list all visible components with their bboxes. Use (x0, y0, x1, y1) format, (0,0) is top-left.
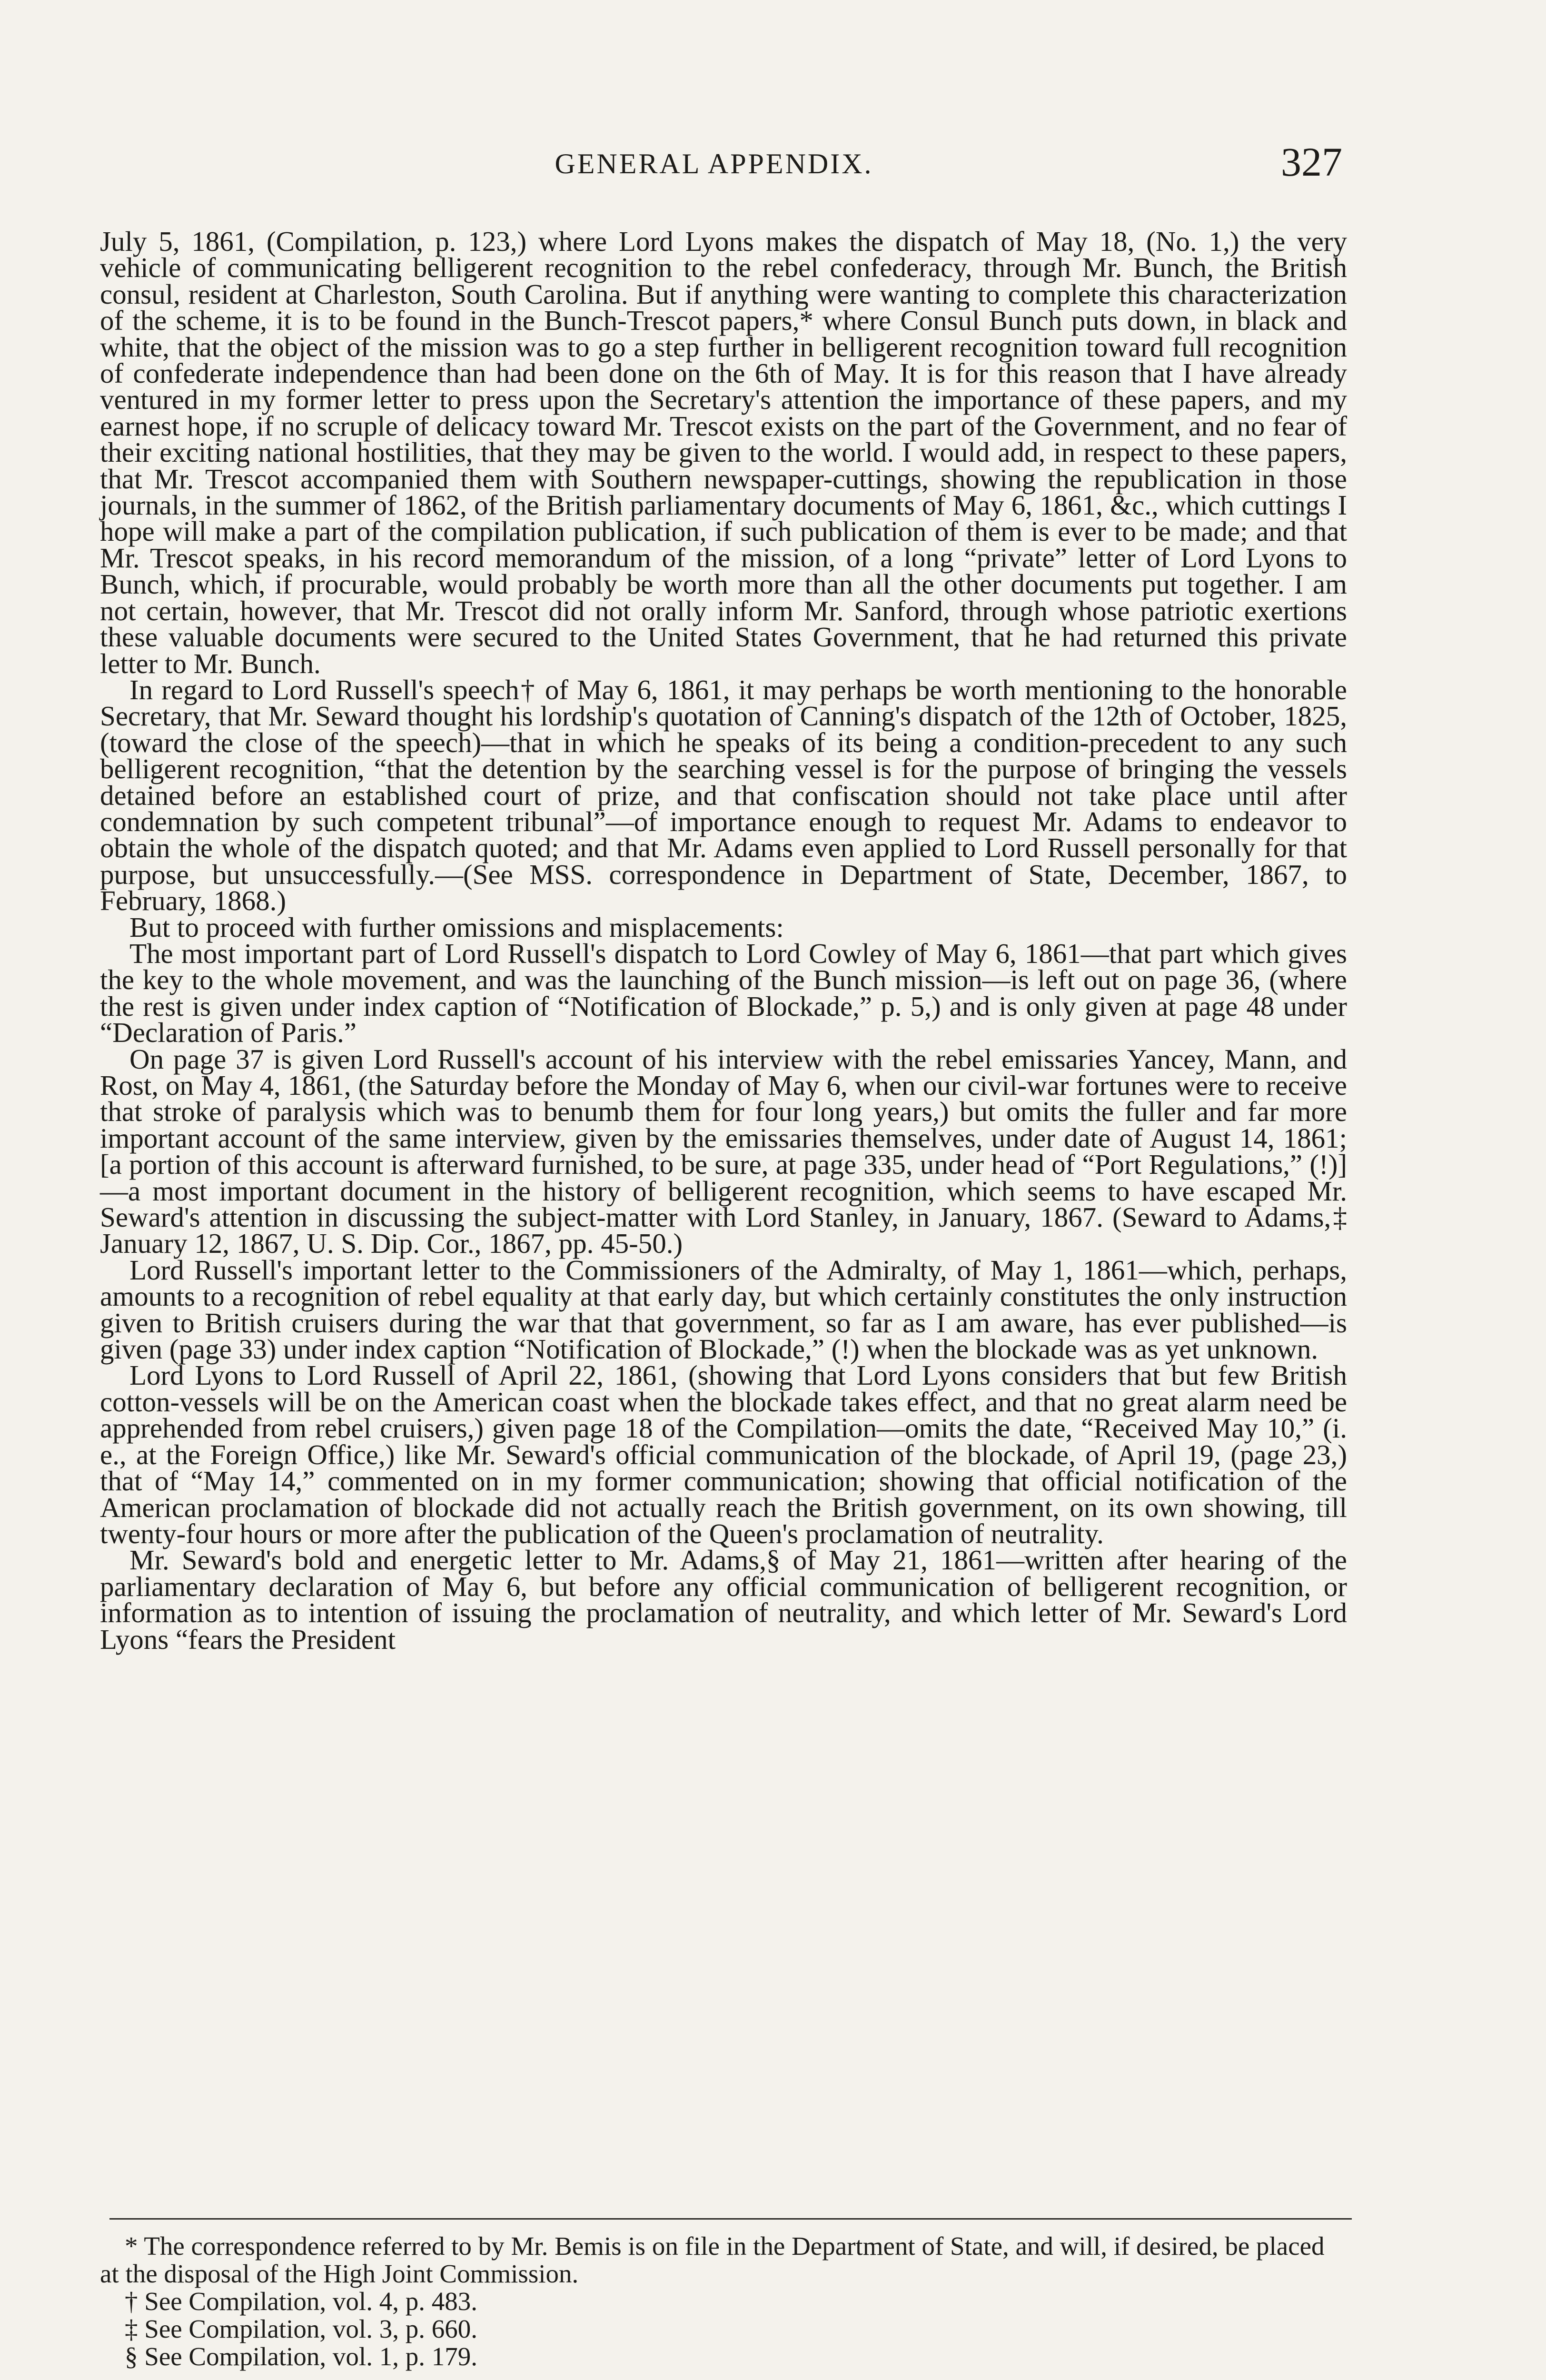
paragraph-proceed: But to proceed with further omissions and misplacements: (129, 911, 784, 943)
page-number: 327 (1281, 139, 1342, 185)
footnotes (100, 2232, 1347, 2370)
paragraph-admiralty-letter: Lord Russell's important letter to the Commissioners of the Admiralty, of May 1, 1861—which, perhaps, amounts to a recognition of rebel equality at that early day, but which certainly constitutes the only instruction given to British cruisers during the war that that government, so far as I am aware, has ever published—is given (page 33) under index caption “Notification of Blockade,” (!) when the blockade was as yet unknown. (100, 1254, 1347, 1365)
footnote-asterisk: * The correspondence referred to by Mr. Bemis is on file in the Department of State, and will, if desired, be placed at the disposal of the High Joint Commission. (100, 2231, 1325, 2288)
page-header (86, 138, 1342, 190)
body-text (100, 228, 1347, 1653)
paragraph-seward-to-adams: Mr. Seward's bold and energetic letter to Mr. Adams,§ of May 21, 1861—written after hearing of the parliamentary declaration of May 6, but before any official communication of belligerent recognition, or information as to intention of issuing the proclamation of neutrality, and which letter of Mr. Seward's Lord Lyons “fears the President (100, 1544, 1347, 1655)
footnote-dagger: † See Compilation, vol. 4, p. 483. (125, 2287, 477, 2316)
footnote-double-dagger: ‡ See Compilation, vol. 3, p. 660. (125, 2314, 477, 2343)
paragraph-cowley-dispatch: The most important part of Lord Russell's dispatch to Lord Cowley of May 6, 1861—that part which gives the key to the whole movement, and was the launching of the Bunch mission—is left out on page 36, (where the rest is given under index caption of “Notification of Blockade,” p. 5,) and is only given at page 48 under “Declaration of Paris.” (100, 937, 1347, 1049)
running-head: GENERAL APPENDIX. (555, 148, 873, 179)
paragraph-lyons-to-russell: Lord Lyons to Lord Russell of April 22, 1861, (showing that Lord Lyons considers that but few British cotton-vessels will be on the American coast when the blockade takes effect, and that no great alarm need be apprehended from rebel cruisers,) given page 18 of the Compilation—omits the date, “Received May 10,” (i. e., at the Foreign Office,) like Mr. Seward's official communication of the blockade, of April 19, (page 23,) that of “May 14,” commented on in my former communication; showing that official notification of the American proclamation of blockade did not actually reach the British government, on its own showing, till twenty-four hours or more after the publication of the Queen's proclamation of neutrality. (100, 1359, 1347, 1549)
footnote-rule (109, 2218, 1352, 2220)
paragraph-july-5: July 5, 1861, (Compilation, p. 123,) where Lord Lyons makes the dispatch of May 18, (No. 1,) the very vehicle of communicating belligerent recognition to the rebel confederacy, through Mr. Bunch, the British consul, resident at Charleston, South Carolina. But if anything were wanting to complete this characterization of the scheme, it is to be found in the Bunch-Trescot papers,* where Consul Bunch puts down, in black and white, that the object of the mission was to go a step further in belligerent recognition toward full recognition of confederate independence than had been done on the 6th of May. It is for this reason that I have already ventured in my former letter to press upon the Secretary's attention the importance of these papers, and my earnest hope, if no scruple of delicacy toward Mr. Trescot exists on the part of the Government, and no fear of their exciting national hostilities, that they may be given to the world. I would add, in respect to these papers, that Mr. Trescot accompanied them with Southern newspaper-cuttings, showing the republication in those journals, in the summer of 1862, of the British parliamentary documents of May 6, 1861, &c., which cuttings I hope will make a part of the compilation publication, if such publication of them is ever to be made; and that Mr. Trescot speaks, in his record memorandum of the mission, of a long “private” letter of Lord Lyons to Bunch, which, if procurable, would probably be worth more than all the other documents put together. I am not certain, however, that Mr. Trescot did not orally inform Mr. Sanford, through whose patriotic exertions these valuable documents were secured to the United States Government, that he had returned this private letter to Mr. Bunch. (100, 226, 1347, 679)
footnote-section: § See Compilation, vol. 1, p. 179. (125, 2342, 477, 2371)
paragraph-russell-speech: In regard to Lord Russell's speech† of May 6, 1861, it may perhaps be worth mentioning to the honorable Secretary, that Mr. Seward thought his lordship's quotation of Canning's dispatch of the 12th of October, 1825, (toward the close of the speech)—that in which he speaks of its being a condition-precedent to any such belligerent recognition, “that the detention by the searching vessel is for the purpose of bringing the vessels detained before an established court of prize, and that confiscation should not take place until after condemnation by such competent tribunal”—of importance enough to request Mr. Adams to endeavor to obtain the whole of the dispatch quoted; and that Mr. Adams even applied to Lord Russell personally for that purpose, but unsuccessfully.—(See MSS. correspondence in Department of State, December, 1867, to February, 1868.) (100, 674, 1347, 917)
paragraph-page-37: On page 37 is given Lord Russell's account of his interview with the rebel emissaries Yancey, Mann, and Rost, on May 4, 1861, (the Saturday before the Monday of May 6, when our civil-war fortunes were to receive that stroke of paralysis which was to benumb them for four long years,) but omits the fuller and far more important account of the same interview, given by the emissaries themselves, under date of August 14, 1861; [a portion of this account is afterward furnished, to be sure, at page 335, under head of “Port Regulations,” (!)]—a most important document in the history of belligerent recognition, which seems to have escaped Mr. Seward's attention in discussing the subject-matter with Lord Stanley, in January, 1867. (Seward to Adams,‡ January 12, 1867, U. S. Dip. Cor., 1867, pp. 45-50.) (100, 1043, 1347, 1259)
